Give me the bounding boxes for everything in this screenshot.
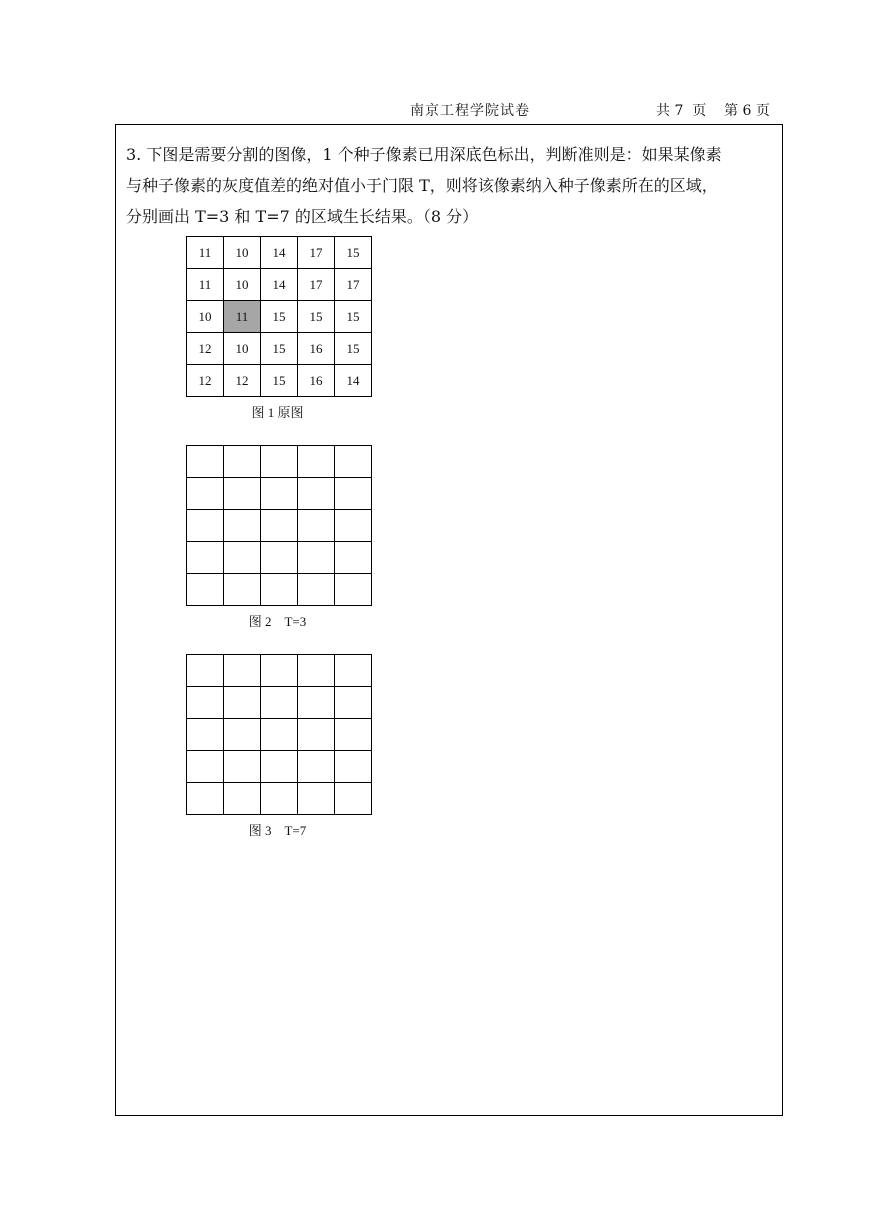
answer-cell (224, 687, 261, 719)
grid-row (187, 542, 372, 574)
answer-cell (224, 574, 261, 606)
pixel-value-cell: 15 (261, 365, 298, 397)
answer-cell (335, 446, 372, 478)
answer-cell (224, 478, 261, 510)
answer-cell (335, 478, 372, 510)
answer-cell (224, 542, 261, 574)
answer-cell (298, 687, 335, 719)
answer-cell (298, 510, 335, 542)
answer-cell (335, 542, 372, 574)
page-counter: 共 7 页 第 6 页 (656, 103, 770, 119)
pixel-value-cell: 10 (224, 333, 261, 365)
grid-row (187, 446, 372, 478)
answer-cell (298, 655, 335, 687)
answer-cell (298, 783, 335, 815)
answer-cell (261, 783, 298, 815)
grid-row (187, 269, 372, 301)
pixel-value-cell: 12 (187, 365, 224, 397)
answer-cell (224, 655, 261, 687)
grid-row (187, 237, 372, 269)
answer-cell (298, 478, 335, 510)
grid-row (187, 510, 372, 542)
answer-cell (187, 478, 224, 510)
pixel-value-cell: 15 (335, 301, 372, 333)
answer-cell (261, 574, 298, 606)
pixel-value-cell: 16 (298, 365, 335, 397)
t7-answer-grid (186, 654, 372, 815)
figure2-caption: 图 2 T=3 (248, 614, 307, 629)
grid-row (187, 655, 372, 687)
grid-row (187, 687, 372, 719)
question-line: 3. 下图是需要分割的图像，1 个种子像素已用深底色标出，判断准则是：如果某像素 (126, 145, 722, 164)
pixel-value-cell: 10 (187, 301, 224, 333)
answer-cell (224, 783, 261, 815)
answer-cell (187, 446, 224, 478)
answer-cell (187, 574, 224, 606)
grid-row (187, 751, 372, 783)
pixel-value-cell: 12 (187, 333, 224, 365)
page-header (0, 100, 869, 122)
question-line: 与种子像素的灰度值差的绝对值小于门限 T，则将该像素纳入种子像素所在的区域， (126, 176, 718, 195)
pixel-value-cell: 14 (261, 269, 298, 301)
answer-cell (224, 751, 261, 783)
question-text (126, 139, 776, 232)
grid-row (187, 478, 372, 510)
pixel-value-cell: 17 (298, 237, 335, 269)
answer-cell (335, 687, 372, 719)
pixel-value-cell: 15 (261, 333, 298, 365)
figure1-caption: 图 1 原图 (251, 405, 304, 420)
pixel-value-cell: 11 (187, 237, 224, 269)
t3-answer-grid (186, 445, 372, 606)
answer-cell (187, 783, 224, 815)
answer-cell (261, 719, 298, 751)
answer-cell (187, 510, 224, 542)
grid-row (187, 574, 372, 606)
answer-cell (261, 687, 298, 719)
answer-cell (298, 542, 335, 574)
figure3-caption: 图 3 T=7 (248, 823, 307, 838)
grid-row (187, 783, 372, 815)
pixel-value-cell: 15 (298, 301, 335, 333)
grid-row (187, 301, 372, 333)
pixel-value-cell: 15 (335, 333, 372, 365)
answer-cell (261, 655, 298, 687)
answer-cell (335, 510, 372, 542)
answer-cell (187, 751, 224, 783)
pixel-value-cell: 10 (224, 237, 261, 269)
answer-cell (187, 542, 224, 574)
answer-cell (298, 574, 335, 606)
pixel-value-cell: 16 (298, 333, 335, 365)
answer-cell (261, 478, 298, 510)
answer-cell (261, 542, 298, 574)
pixel-value-cell: 14 (335, 365, 372, 397)
answer-cell (187, 687, 224, 719)
answer-cell (335, 574, 372, 606)
answer-cell (187, 655, 224, 687)
original-image-grid (186, 236, 372, 397)
answer-cell (298, 446, 335, 478)
answer-cell (335, 719, 372, 751)
pixel-value-cell: 17 (335, 269, 372, 301)
answer-cell (261, 751, 298, 783)
answer-cell (335, 751, 372, 783)
answer-cell (224, 510, 261, 542)
answer-cell (335, 655, 372, 687)
pixel-value-cell: 12 (224, 365, 261, 397)
grid-row (187, 365, 372, 397)
answer-frame (115, 124, 783, 1116)
grid-row (187, 719, 372, 751)
answer-cell (261, 446, 298, 478)
answer-cell (298, 751, 335, 783)
seed-pixel-cell: 11 (224, 301, 261, 333)
grid-row (187, 333, 372, 365)
answer-cell (335, 783, 372, 815)
pixel-value-cell: 15 (335, 237, 372, 269)
pixel-value-cell: 17 (298, 269, 335, 301)
pixel-value-cell: 11 (187, 269, 224, 301)
school-title: 南京工程学院试卷 (410, 103, 530, 119)
question-line: 分别画出 T=3 和 T=7 的区域生长结果。（8 分） (126, 207, 479, 226)
answer-cell (224, 446, 261, 478)
answer-cell (298, 719, 335, 751)
pixel-value-cell: 15 (261, 301, 298, 333)
answer-cell (224, 719, 261, 751)
pixel-value-cell: 14 (261, 237, 298, 269)
pixel-value-cell: 10 (224, 269, 261, 301)
answer-cell (187, 719, 224, 751)
answer-cell (261, 510, 298, 542)
